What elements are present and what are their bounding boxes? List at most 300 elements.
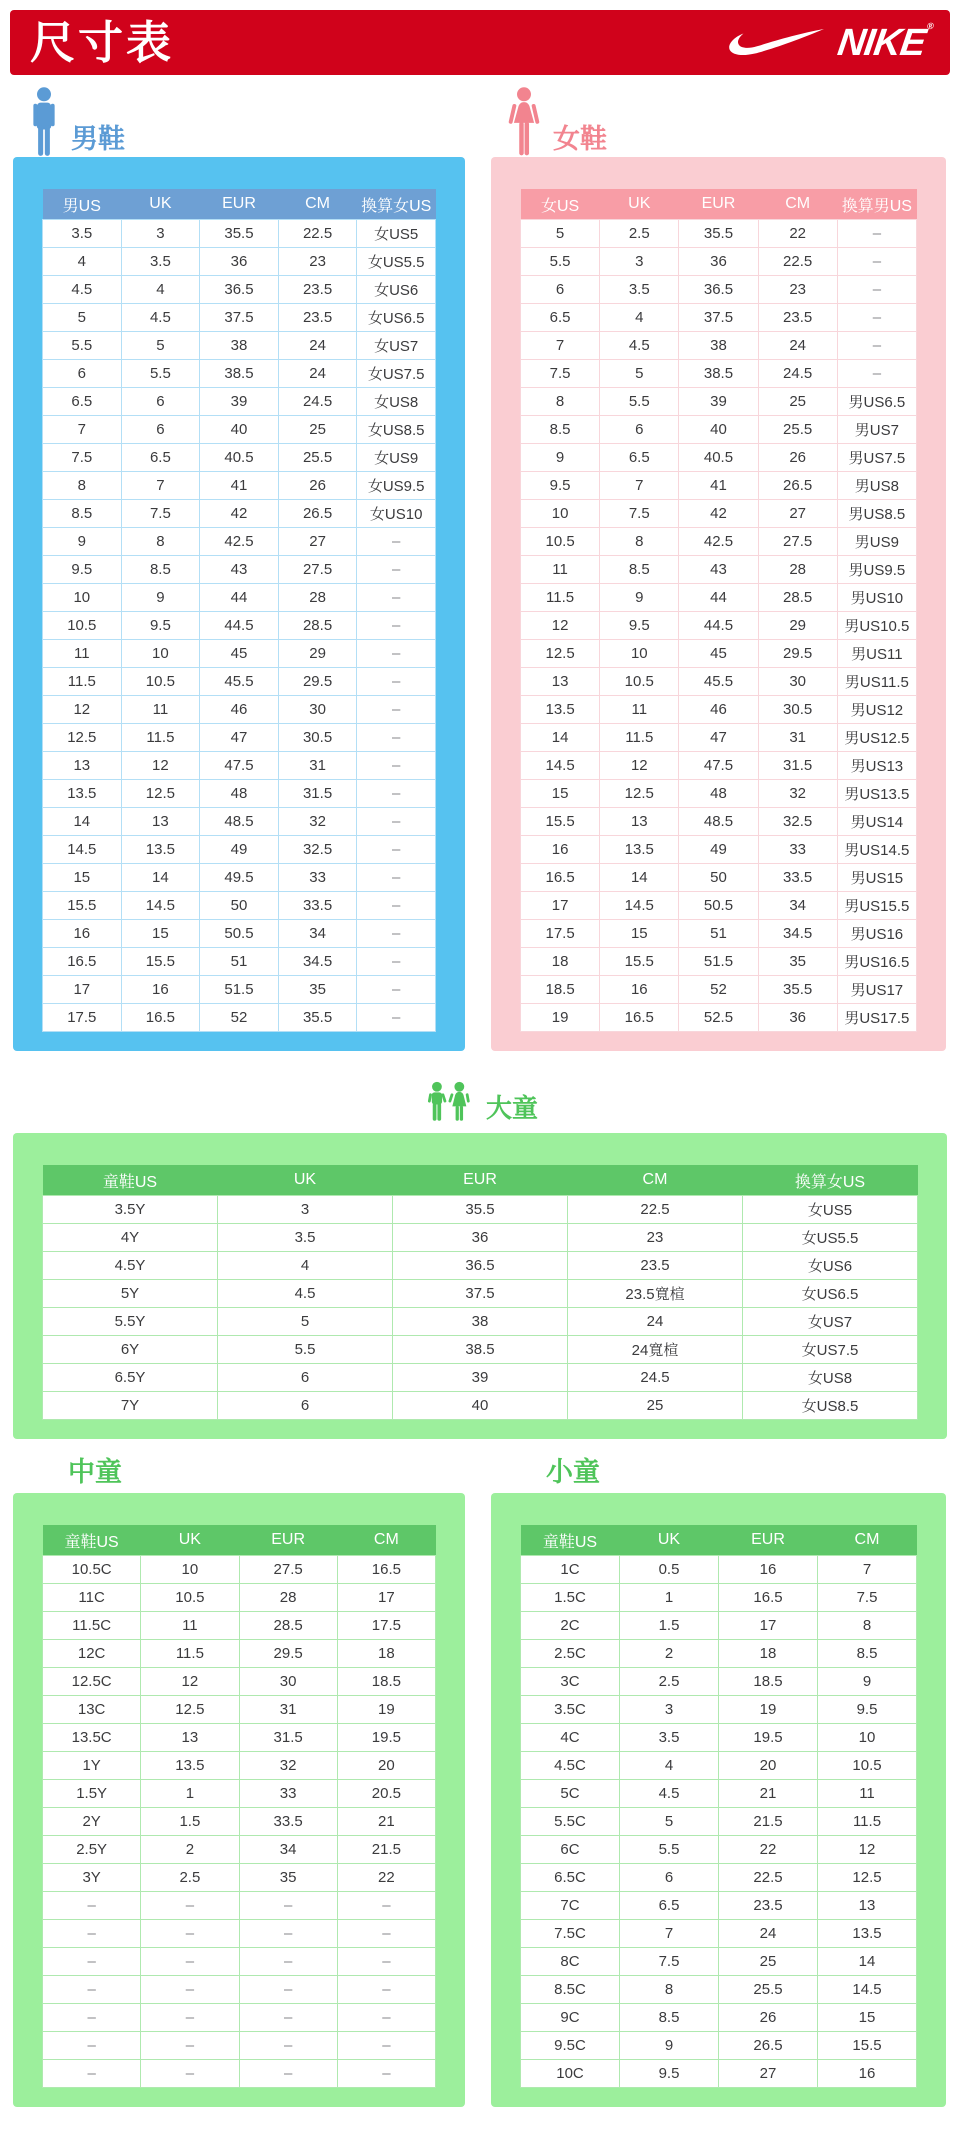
table-cell: 男US14 [837,808,916,836]
table-cell: 6 [600,416,679,444]
table-cell: 37.5 [393,1280,568,1308]
table-cell: 男US10.5 [837,612,916,640]
table-row [521,416,917,444]
table-cell: 17 [719,1612,818,1640]
table-row [43,1920,436,1948]
table-cell: – [357,724,436,752]
header-row [43,189,436,220]
table-cell: 女US7.5 [357,360,436,388]
table-row [521,2032,917,2060]
table-cell: 32 [278,808,357,836]
table-row [43,388,436,416]
table-row [521,724,917,752]
table-row [521,1696,917,1724]
table-cell: 22.5 [278,220,357,248]
table-cell: 26 [278,472,357,500]
column-header: 男US [43,189,122,220]
table-row [521,276,917,304]
table-cell: 4.5 [620,1780,719,1808]
table-cell: 18.5 [719,1668,818,1696]
table-cell: 23.5 [719,1892,818,1920]
table-cell: 23.5寬楦 [568,1280,743,1308]
table-cell: 6 [43,360,122,388]
table-row [521,948,917,976]
table-cell: 34 [239,1836,337,1864]
table-cell: 47.5 [679,752,758,780]
table-cell: – [239,1976,337,2004]
table-row [43,1948,436,1976]
table-row [43,1836,436,1864]
table-cell: 25 [568,1392,743,1420]
table-cell: 33 [758,836,837,864]
table-cell: 9.5 [818,1696,917,1724]
table-cell: 21 [719,1780,818,1808]
table-cell: 22.5 [758,248,837,276]
table-cell: 35.5 [393,1196,568,1224]
table-row [521,976,917,1004]
table-row [43,1196,918,1224]
table-cell: – [837,304,916,332]
table-cell: 35 [758,948,837,976]
table-cell: 9.5 [43,556,122,584]
table-cell: 12 [818,1836,917,1864]
table-cell: 8.5 [521,416,600,444]
table-cell: 13 [521,668,600,696]
table-cell: – [837,276,916,304]
nike-swoosh-icon [726,27,826,59]
table-row [521,1668,917,1696]
table-cell: 23 [568,1224,743,1252]
table-cell: 女US5 [357,220,436,248]
table-cell: 男US14.5 [837,836,916,864]
table-cell: 17 [43,976,122,1004]
table-cell: 12.5 [121,780,200,808]
table-cell: 7 [521,332,600,360]
table-cell: 35 [278,976,357,1004]
table-cell: 26.5 [719,2032,818,2060]
table-cell: 1.5C [521,1584,620,1612]
table-cell: 4C [521,1724,620,1752]
table-cell: – [43,2060,141,2088]
table-row [43,1892,436,1920]
table-cell: 48 [679,780,758,808]
table-cell: 52 [679,976,758,1004]
table-row [521,2004,917,2032]
column-header: CM [818,1525,917,1556]
table-cell: 17 [337,1584,435,1612]
table-cell: – [357,1004,436,1032]
table-cell: 女US7 [357,332,436,360]
table-cell: – [837,332,916,360]
table-cell: 50.5 [679,892,758,920]
table-cell: – [337,2060,435,2088]
table-cell: 28.5 [278,612,357,640]
table-row [521,1584,917,1612]
table-cell: 5.5 [521,248,600,276]
table-cell: 7.5 [121,500,200,528]
table-cell: 9.5 [620,2060,719,2088]
kids-icon [422,1081,478,1127]
table-cell: 11.5 [121,724,200,752]
table-cell: 40 [200,416,279,444]
table-cell: 男US9.5 [837,556,916,584]
column-header: CM [337,1525,435,1556]
table-row [43,1752,436,1780]
table-cell: 10 [43,584,122,612]
table-cell: 24.5 [758,360,837,388]
table-cell: 13.5 [818,1920,917,1948]
table-cell: 19 [521,1004,600,1032]
table-cell: 50 [200,892,279,920]
table-row [521,500,917,528]
table-cell: 6.5 [600,444,679,472]
table-cell: 46 [200,696,279,724]
column-header: 童鞋US [43,1525,141,1556]
table-cell: 12 [141,1668,239,1696]
table-cell: 10.5 [521,528,600,556]
table-row [43,1976,436,2004]
table-cell: 4 [43,248,122,276]
table-cell: 36 [679,248,758,276]
table-cell: 20 [719,1752,818,1780]
table-cell: 28 [239,1584,337,1612]
table-cell: 男US7.5 [837,444,916,472]
table-cell: 21.5 [337,1836,435,1864]
table-cell: 3C [521,1668,620,1696]
table-cell: 4 [121,276,200,304]
table-cell: 26.5 [278,500,357,528]
table-cell: 13.5 [521,696,600,724]
table-cell: 13.5 [600,836,679,864]
table-cell: 2 [141,1836,239,1864]
table-cell: 10 [521,500,600,528]
table-row [43,640,436,668]
table-cell: 33.5 [278,892,357,920]
table-cell: 12.5 [600,780,679,808]
table-row [521,1640,917,1668]
table-row [521,1612,917,1640]
table-cell: 12C [43,1640,141,1668]
table-cell: 2.5Y [43,1836,141,1864]
table-cell: 49.5 [200,864,279,892]
header-row [43,1525,436,1556]
table-cell: 女US10 [357,500,436,528]
table-cell: 42.5 [200,528,279,556]
table-cell: 6 [121,388,200,416]
table-cell: 48 [200,780,279,808]
table-cell: 15.5 [43,892,122,920]
table-cell: 13 [818,1892,917,1920]
table-cell: 41 [679,472,758,500]
table-cell: 10 [818,1724,917,1752]
column-header: UK [121,189,200,220]
table-cell: 女US8 [743,1364,918,1392]
table-cell: 1 [141,1780,239,1808]
table-cell: 女US8 [357,388,436,416]
table-cell: 31 [758,724,837,752]
table-cell: – [357,584,436,612]
column-header: EUR [393,1165,568,1196]
table-cell: 7.5 [818,1584,917,1612]
table-cell: 45.5 [200,668,279,696]
table-cell: 16.5 [43,948,122,976]
table-row [43,1612,436,1640]
table-cell: – [357,976,436,1004]
table-row [43,472,436,500]
column-header: 童鞋US [521,1525,620,1556]
table-cell: 5.5 [600,388,679,416]
small-kids-section-label [546,1455,946,1489]
table-cell: 5.5Y [43,1308,218,1336]
table-cell: 4.5 [600,332,679,360]
table-cell: 2.5 [620,1668,719,1696]
table-cell: 32.5 [278,836,357,864]
small-kids-section-title: 小童 [546,1457,600,1487]
table-cell: 36.5 [679,276,758,304]
table-cell: 31 [239,1696,337,1724]
table-cell: 13 [141,1724,239,1752]
table-cell: 10.5C [43,1556,141,1584]
table-row [521,1808,917,1836]
table-row [43,276,436,304]
column-header: CM [758,189,837,220]
table-cell: 16.5 [719,1584,818,1612]
table-cell: 12 [600,752,679,780]
table-cell: 26 [719,2004,818,2032]
table-row [521,836,917,864]
table-row [43,920,436,948]
table-cell: 35.5 [200,220,279,248]
table-cell: 22.5 [568,1196,743,1224]
table-cell: 8.5 [43,500,122,528]
table-row [43,1584,436,1612]
table-cell: 38 [200,332,279,360]
table-cell: 38 [679,332,758,360]
table-cell: 47 [679,724,758,752]
table-cell: 5C [521,1780,620,1808]
table-cell: 女US6.5 [743,1280,918,1308]
table-cell: 女US8.5 [357,416,436,444]
men-section-label [27,85,465,157]
table-cell: 3.5 [43,220,122,248]
table-cell: 36.5 [200,276,279,304]
table-cell: 男US9 [837,528,916,556]
table-cell: 32 [239,1752,337,1780]
table-row [521,360,917,388]
column-header: 童鞋US [43,1165,218,1196]
table-cell: 5 [620,1808,719,1836]
table-cell: 14 [521,724,600,752]
table-row [43,836,436,864]
table-cell: 47.5 [200,752,279,780]
table-cell: 8 [620,1976,719,2004]
table-row [43,2032,436,2060]
table-cell: 3.5 [218,1224,393,1252]
table-cell: 22 [758,220,837,248]
table-cell: 9 [43,528,122,556]
table-cell: 3.5 [620,1724,719,1752]
table-row [43,780,436,808]
table-cell: 37.5 [200,304,279,332]
table-cell: 6.5 [121,444,200,472]
column-header: UK [620,1525,719,1556]
table-row [43,808,436,836]
table-cell: 女US6.5 [357,304,436,332]
column-header: EUR [239,1525,337,1556]
table-row [521,668,917,696]
column-header: 換算女US [357,189,436,220]
table-cell: 男US11.5 [837,668,916,696]
table-cell: – [337,1892,435,1920]
table-cell: 16 [121,976,200,1004]
table-cell: 29 [278,640,357,668]
table-cell: 5 [43,304,122,332]
table-cell: 19.5 [337,1724,435,1752]
big-kids-size-table [42,1165,918,1420]
mid-kids-section [13,1439,465,2107]
table-cell: 35.5 [758,976,837,1004]
table-cell: 9 [121,584,200,612]
table-row [43,220,436,248]
table-cell: 女US5.5 [357,248,436,276]
table-cell: 43 [679,556,758,584]
table-cell: 8C [521,1948,620,1976]
table-cell: 女US7 [743,1308,918,1336]
table-cell: 8.5C [521,1976,620,2004]
table-cell: 男US6.5 [837,388,916,416]
table-cell: 3 [620,1696,719,1724]
table-cell: 16.5 [521,864,600,892]
table-cell: – [43,1920,141,1948]
table-cell: 10 [600,640,679,668]
table-cell: 17 [521,892,600,920]
table-cell: – [239,2004,337,2032]
table-row [43,1004,436,1032]
men-section [13,75,465,1051]
table-cell: 6.5 [43,388,122,416]
table-row [43,500,436,528]
table-cell: 6.5C [521,1864,620,1892]
table-cell: 20 [337,1752,435,1780]
table-row [43,696,436,724]
table-cell: 6 [121,416,200,444]
table-cell: 20.5 [337,1780,435,1808]
mid-kids-size-panel [13,1493,465,2107]
table-cell: 女US6 [743,1252,918,1280]
table-cell: 23.5 [568,1252,743,1280]
table-cell: 女US6 [357,276,436,304]
table-cell: 29.5 [758,640,837,668]
table-cell: 11 [818,1780,917,1808]
table-row [43,304,436,332]
table-row [43,332,436,360]
table-row [521,1892,917,1920]
table-cell: 7.5 [521,360,600,388]
table-cell: 31.5 [758,752,837,780]
table-cell: 35.5 [278,1004,357,1032]
table-row [521,1976,917,2004]
table-cell: 4.5Y [43,1252,218,1280]
table-row [521,1948,917,1976]
table-cell: 34 [278,920,357,948]
women-section-label [505,85,946,157]
table-cell: 16 [43,920,122,948]
table-row [43,1780,436,1808]
nike-wordmark: NIKE® [834,20,934,64]
table-cell: 28.5 [239,1612,337,1640]
table-cell: 23 [758,276,837,304]
table-cell: 27 [278,528,357,556]
table-cell: 30 [278,696,357,724]
table-cell: 13 [121,808,200,836]
table-cell: – [357,696,436,724]
table-cell: 11 [521,556,600,584]
table-cell: 28.5 [758,584,837,612]
small-kids-size-panel [491,1493,946,2107]
table-cell: 11.5 [43,668,122,696]
table-cell: – [141,2060,239,2088]
table-cell: 13C [43,1696,141,1724]
table-cell: 21.5 [719,1808,818,1836]
table-cell: 3 [600,248,679,276]
table-row [43,416,436,444]
table-cell: 4Y [43,1224,218,1252]
table-cell: 1.5Y [43,1780,141,1808]
table-cell: 1C [521,1556,620,1584]
table-cell: 9.5C [521,2032,620,2060]
table-cell: 25.5 [278,444,357,472]
table-cell: 14.5 [818,1976,917,2004]
table-cell: 男US17 [837,976,916,1004]
small-kids-size-table [520,1525,917,2088]
table-cell: 4.5 [43,276,122,304]
table-cell: – [239,2060,337,2088]
table-cell: 28 [758,556,837,584]
table-cell: 16 [719,1556,818,1584]
table-cell: 11.5C [43,1612,141,1640]
table-cell: – [43,1948,141,1976]
table-cell: 41 [200,472,279,500]
men-section-title: 男鞋 [71,124,125,155]
table-cell: 51.5 [679,948,758,976]
column-header: 女US [521,189,600,220]
table-cell: 10.5 [121,668,200,696]
table-cell: 8.5 [121,556,200,584]
table-cell: 9 [521,444,600,472]
table-row [521,696,917,724]
table-cell: 1.5 [141,1808,239,1836]
table-row [43,948,436,976]
table-cell: 24 [758,332,837,360]
table-cell: 5 [521,220,600,248]
table-cell: 9.5 [600,612,679,640]
table-cell: 13.5 [121,836,200,864]
table-cell: 7C [521,1892,620,1920]
table-row [521,1724,917,1752]
table-cell: 14.5 [521,752,600,780]
table-cell: 34.5 [758,920,837,948]
table-row [521,920,917,948]
table-cell: 女US7.5 [743,1336,918,1364]
column-header: CM [278,189,357,220]
table-cell: 29.5 [278,668,357,696]
table-cell: 1.5 [620,1612,719,1640]
mid-kids-section-title: 中童 [68,1457,122,1487]
table-row [43,528,436,556]
table-cell: 31 [278,752,357,780]
table-cell: 10 [141,1556,239,1584]
table-cell: – [357,808,436,836]
